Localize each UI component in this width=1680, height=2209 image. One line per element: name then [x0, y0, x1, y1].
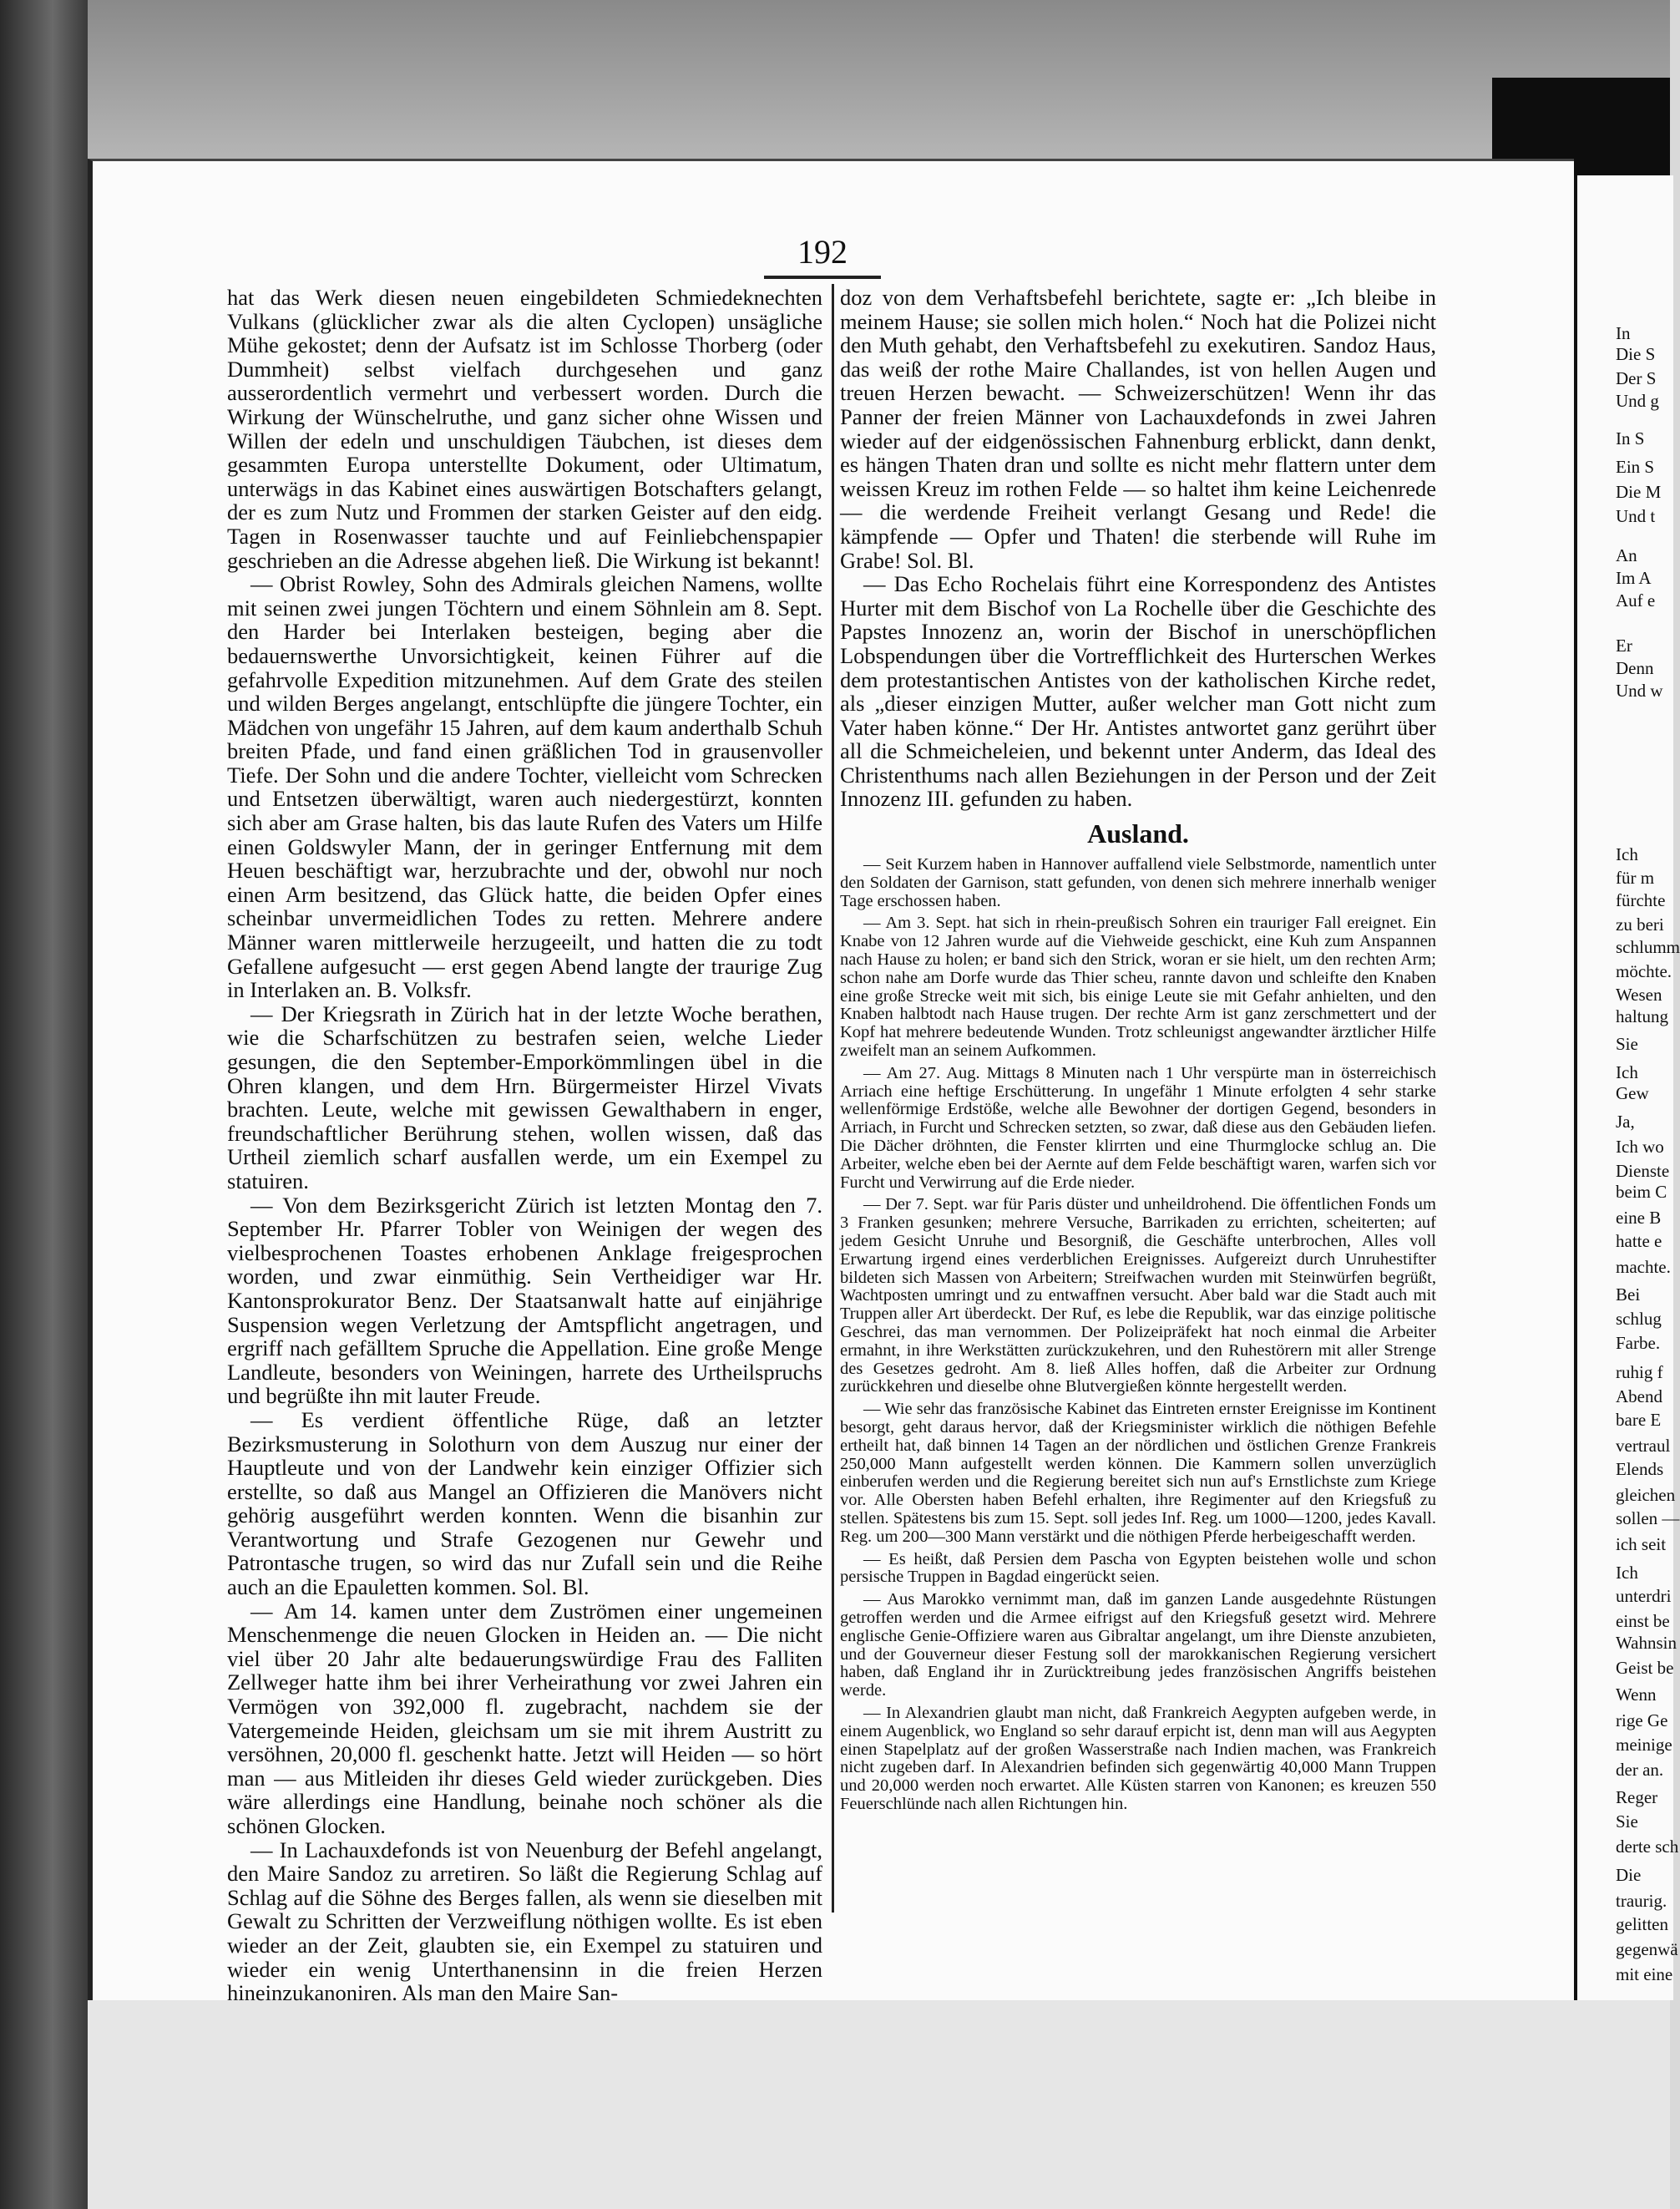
adjacent-page-fragment: Ich	[1616, 1563, 1638, 1583]
article-paragraph: — In Lachauxdefonds ist von Neuenburg der Befehl angelangt, den Maire Sandoz zu arretiren. So läßt die Regierung Schlag auf Schlag auf die Söhne des Berges fallen, als wenn sie dieselben mit Gewalt zu Schritten der Verzweiflung nöthigen wollte. Es ist eben wieder an der Zeit, glaubten sie, ein Exempel zu statuiren und wieder ein wenig Unterthanensinn in die freien Herzen hineinzukanoniren. Als man den Maire San-	[227, 1837, 822, 2006]
adjacent-page-fragment: beim C	[1616, 1182, 1667, 1202]
adjacent-page-fragment: Denn	[1616, 658, 1654, 678]
adjacent-page-fragment: Sie	[1616, 1811, 1638, 1832]
adjacent-page-fragment: In S	[1616, 428, 1645, 448]
book-spine-edge	[0, 0, 88, 2209]
adjacent-page-fragment: Elends	[1616, 1459, 1664, 1479]
adjacent-page-fragment: für m	[1616, 868, 1655, 888]
adjacent-page-fragment: bare E	[1616, 1410, 1662, 1430]
adjacent-page-fragment: Geist be	[1616, 1658, 1674, 1678]
article-paragraph: — Seit Kurzem haben in Hannover auffallend viele Selbstmorde, namentlich unter den Soldaten der Garnison, statt gefunden, von denen sich mehrere innerhalb weniger Tage erschossen haben.	[840, 855, 1436, 910]
left-column	[227, 286, 822, 2005]
adjacent-page-fragment: Sie	[1616, 1034, 1638, 1054]
adjacent-page-fragment: Wahnsin	[1616, 1633, 1677, 1653]
adjacent-page-fragment: mit eine	[1616, 1964, 1673, 1984]
article-paragraph: — Wie sehr das französische Kabinet das Eintreten ernster Ereignisse im Kontinent besorgt, geht daraus hervor, daß der Kriegsminister wirklich die nöthigen Befehle ertheilt hat, daß binnen 14 Tagen an der nördlichen und östlichen Grenze Frankreis 250,000 Mann aufgestellt werden können. Die Kammern sollen unverzüglich einberufen werden und die Regierung bereitet sich nun auf's Ernstlichste zum Kriege vor. Alle Obersten haben Befehl erhalten, ihre Regimenter auf den Kriegsfuß zu stellen. Spätestens bis zum 15. Sept. soll jedes Inf. Reg. um 1000—1200, jedes Kavall. Reg. um 200—300 Mann verstärkt und die nöthigen Pferde herbeigeschafft werden.	[840, 1400, 1436, 1546]
article-paragraph: — Am 27. Aug. Mittags 8 Minuten nach 1 Uhr verspürte man in österreichisch Arriach eine heftige Erschütterung. In ungefähr 1 Minute erfolgten 4 sehr starke wellenförmige Erdstöße, welche alle Bewohner der dortigen Gegend, besonders in Arriach, in Furcht und Schrecken setzten, so zwar, daß diese aus den Gebäuden liefen. Die Dächer dröhnten, die Fenster klirrten und eine Thurmglocke schlug an. Die Arbeiter, welche eben bei der Aernte auf dem Felde beschäftigt waren, warfen sich vor Furcht und Verwirrung auf die Erde nieder.	[840, 1063, 1436, 1192]
adjacent-page-fragment: der an.	[1616, 1760, 1664, 1780]
adjacent-page-fragment: vertraul	[1616, 1436, 1671, 1456]
article-paragraph: — In Alexandrien glaubt man nicht, daß Frankreich Aegypten aufgeben werde, in einem Augenblick, wo England so sehr darauf erpicht ist, denn man will aus Aegypten einen Stapelplatz auf der großen Wasserstraße nach Indien machen, was Frankreich nicht zugeben darf. In Alexandrien befinden sich gegenwärtig 40,000 Mann Truppen und 20,000 werden noch erwartet. Alle Küsten starren von Kanonen; es kreuzen 550 Feuerschlünde nach allen Richtungen hin.	[840, 1703, 1436, 1813]
right-column-foreign-news	[840, 856, 1436, 1814]
adjacent-page-fragment: Ja,	[1616, 1112, 1635, 1132]
article-paragraph: hat das Werk diesen neuen eingebildeten Schmiedeknechten Vulkans (glücklicher zwar als die alten Cyclopen) unsägliche Mühe gekostet; denn der Aufsatz ist im Schlosse Thorberg (oder Dummheit) selbst vielfach durchgesehen und ganz ausserordentlich vermehrt und verbessert worden. Durch die Wirkung der Wünschelruthe, und ganz sicher ohne Wissen und Willen der edeln und unschuldigen Täubchen, ist dieses dem gesammten Europa unterstellte Dokument, oder Ultimatum, unterwägs in das Kabinet eines auswärtigen Botschafters gelangt, der es zum Nutz und Frommen der starken Geister auf den eidg. Tagen in Rosenwasser tauchte und auf Feinliebchenspapier geschrieben an die Adresse abgehen ließ. Die Wirkung ist bekannt!	[227, 285, 822, 573]
adjacent-page-fragment: gelitten	[1616, 1914, 1668, 1934]
article-paragraph: — Der Kriegsrath in Zürich hat in der letzte Woche berathen, wie die Scharfschützen zu bestrafen seien, welche Lieder gesungen, die den September-Emporkömmlingen übel in die Ohren klangen, und dem Hrn. Bürgermeister Hirzel Vivats brachten. Leute, welche mit gewissen Gewalthabern in enger, freundschaftlicher Berührung stehen, wollen wissen, daß das Urtheil ziemlich scharf ausfallen werde, um ein Exempel zu statuiren.	[227, 1001, 822, 1193]
adjacent-page-fragment: rige Ge	[1616, 1710, 1668, 1730]
scan-background-bottom	[88, 2000, 1670, 2209]
adjacent-page-fragment: gegenwä	[1616, 1939, 1678, 1959]
adjacent-page-fragment: Farbe.	[1616, 1333, 1661, 1353]
adjacent-page-fragment: Die M	[1616, 482, 1662, 502]
column-divider	[832, 284, 834, 1913]
adjacent-page-fragment: hatte e	[1616, 1231, 1662, 1251]
article-paragraph: — Der 7. Sept. war für Paris düster und unheildrohend. Die öffentlichen Fonds um 3 Franken gesunken; mehrere Versuche, Barrikaden zu errichten, scheiterten; auf jedem Gesicht Unruhe und Besorgniß, die Geschäfte unterbrochen, Alles voll Erwartung irgend eines verderblichen Ereignisses. Aufgereizt durch Unruhestifter bildeten sich Massen von Arbeitern; Streifwachen wurden mit Steinwürfen begrüßt, Wachtposten umringt und zu entwaffnen versucht. Aber bald war die Stadt auch mit Truppen aller Art überdeckt. Der Ruf, es lebe die Republik, war das einzige politische Geschrei, das man vernommen. Der Polizeipräfekt hat noch einmal die Arbeiter ermahnt, in ihre Werkstätten zurückzukehren, und den Ruhestörern mit aller Strenge des Gesetzes gedroht. Am 8. ließ Alles hoffen, daß die Arbeiter zur Ordnung zurückkehren und dieselbe ohne Blutvergießen könnte hergestellt werden.	[840, 1195, 1436, 1396]
adjacent-page-fragment: Und t	[1616, 506, 1656, 526]
adjacent-page-fragment: meinige	[1616, 1735, 1672, 1755]
adjacent-page-fragment: gleichen	[1616, 1485, 1676, 1505]
article-paragraph: — Am 14. kamen unter dem Zuströmen einer ungemeinen Menschenmenge die neuen Glocken in Heiden an. — Die nicht viel über 20 Jahr alte bedauerungswürdige Frau des Falliten Zellweger hatte ihm bei ihrer Verheirathung vor zwei Jahren ein Vermögen von 392,000 fl. zugebracht, nachdem sie der Vatergemeinde Heiden, gleichsam um sie mit ihrem Austritt zu versöhnen, 20,000 fl. geschenkt hatte. Jetzt will Heiden — so hört man — aus Mitleiden ihr dieses Geld wieder zurückgeben. Dies wäre allerdings eine Handlung, beinahe noch schöner als die schönen Glocken.	[227, 1598, 822, 1838]
adjacent-page-fragment: schlug	[1616, 1309, 1662, 1329]
article-paragraph: — Es verdient öffentliche Rüge, daß an letzter Bezirksmusterung in Solothurn von dem Auszug nur einer der Hauptleute und von der Landwehr kein einziger Offizier sich erstellte, so daß aus Mangel an Offizieren die Manövers nicht gehörig ausgeführt werden konnten. Wenn die bisanhin zur Verantwortung und Strafe Gezogenen nur Gewehr und Patrontasche trugen, so wird das nur Zufall sein und die Reihe auch an die Epauletten kommen. Sol. Bl.	[227, 1406, 822, 1600]
adjacent-page-fragment: Ich	[1616, 1062, 1638, 1082]
adjacent-page-fragment: haltung	[1616, 1006, 1668, 1026]
adjacent-page-fragment: sollen —	[1616, 1508, 1680, 1528]
adjacent-page-fragment: möchte.	[1616, 961, 1672, 981]
right-column	[840, 286, 1436, 1818]
article-paragraph: doz von dem Verhaftsbefehl berichtete, sagte er: „Ich bleibe in meinem Hause; sie sollen mich holen.“ Noch hat die Polizei nicht den Muth gehabt, den Verhaftsbefehl zu exekutiren. Sandoz Haus, das weiß der rothe Maire Challandes, ist von hellen Augen und treuen Herzen bewacht. — Schweizerschützen! Wenn ihr das Panner der freien Männer von Lachauxdefonds in zwei Jahren wieder auf der eidgenössischen Fahnenburg erblickt, dann denkt, es hängen Thaten dran und sollte es nicht mehr flattern unter dem weissen Kreuz im rothen Felde — so haltet ihm keine Leichenrede — die werdende Freiheit verlangt Gesang und Rede! die kämpfende — Opfer und Thaten! die sterbende will Ruhe im Grabe! Sol. Bl.	[840, 285, 1436, 573]
adjacent-page-fragment: unterdri	[1616, 1586, 1672, 1606]
article-paragraph: — Obrist Rowley, Sohn des Admirals gleichen Namens, wollte mit seinen zwei jungen Töchtern und einem Söhnlein am 8. Sept. den Harder bei Interlaken besteigen, beging aber die bedauernswerthe Unvorsichtigkeit, keinen Führer auf die gefahrvolle Expedition mitzunehmen. Auf dem Grate des steilen und wilden Berges angelangt, entschlüpfte die jüngere Tochter, ein Mädchen von ungefähr 15 Jahren, auf dem kaum anderthalb Schuh breiten Pfade, und fand einen gräßlichen Tod in grausenvoller Tiefe. Der Sohn und die andere Tochter, vielleicht vom Schrecken und Entsetzen überwältigt, waren auch niedergestürzt, konnten sich aber am Grase halten, bis das laute Rufen des Vaters um Hilfe einen Goldswyler Mann, der in geringer Entfernung mit dem Heuen beschäftigt war, herzubrachte und der, obwohl nur noch einen Arm besitzend, das Glück hatte, die beiden Opfer eines scheinbar unvermeidlichen Todes zu retten. Mehrere andere Männer waren mittlerweile herzugeeilt, und hatten die zu todt Gefallene aufgesucht — erst gegen Abend langte der traurige Zug in Interlaken an. B. Volksfr.	[227, 571, 822, 1003]
scan-background-top	[0, 0, 1670, 159]
adjacent-page-fragment: Gew	[1616, 1083, 1649, 1103]
adjacent-page-fragment: einst be	[1616, 1611, 1670, 1631]
page-number: 192	[797, 233, 848, 271]
article-paragraph: — Es heißt, daß Persien dem Pascha von Egypten beistehen wolle und schon persische Truppen in Bagdad eingerückt seien.	[840, 1549, 1436, 1587]
adjacent-page-fragment: ich seit	[1616, 1534, 1667, 1554]
adjacent-page-fragment: Der S	[1616, 368, 1657, 388]
page-number-rule	[764, 276, 881, 279]
article-paragraph: — Aus Marokko vernimmt man, daß im ganzen Lande ausgedehnte Rüstungen getroffen werden und die Armee eifrigst auf den Kriegsfuß gesetzt wird. Mehrere englische Genie-Offiziere waren aus Gibraltar angelangt, um ihre Dienste anzubieten, und der Gouverneur dieser Festung soll der marokkanischen Regierung versichert haben, daß England ihr in Zurücktreibung jedes französischen Angriffs beistehen werde.	[840, 1590, 1436, 1700]
adjacent-page-fragment: Die S	[1616, 344, 1656, 364]
adjacent-page-fragment: Bei	[1616, 1284, 1641, 1305]
adjacent-page-fragment: Ich wo	[1616, 1137, 1664, 1157]
adjacent-page-fragment: Reger	[1616, 1787, 1658, 1807]
adjacent-page-fragment: zu beri	[1616, 915, 1664, 935]
adjacent-page-fragment: Und w	[1616, 681, 1663, 701]
article-paragraph: — Von dem Bezirksgericht Zürich ist letzten Montag den 7. September Hr. Pfarrer Tobler von Weinigen der wegen des vielbesprochenen Toastes erhobenen Anklage freigesprochen worden, und zwar einmüthig. Sein Vertheidiger war Hr. Kantonsprokurator Benz. Der Staatsanwalt hatte auf einjährige Suspension wegen Verletzung der Amtspflicht angetragen, und ergriff nach gefälltem Spruche die Appellation. Eine große Menge Landleute, besonders von Weiningen, harrete des Urtheilspruchs und begrüßte ihn mit lauter Freude.	[227, 1192, 822, 1409]
article-paragraph: — Das Echo Rochelais führt eine Korrespondenz des Antistes Hurter mit dem Bischof von La Rochelle über die Geschichte des Papstes Innozenz an, worin der Bischof in unerschöpflichen Lobspendungen über die Vortrefflichkeit des Hurterschen Werkes dem protestantischen Antistes von der katholischen Kirche redet, als „dieser einzigen Mutter, außer welcher man Gott nicht zum Vater haben könne.“ Der Hr. Antistes antwortet ganz gerührt über all die Schmeicheleien, und bekennt unter Anderm, das Ideal des Christenthums nach allen Beziehungen in der Person und der Zeit Innozenz III. gefunden zu haben.	[840, 571, 1436, 812]
adjacent-page-fragment: Dienste	[1616, 1161, 1670, 1181]
adjacent-page-fragment: Abend	[1616, 1386, 1662, 1406]
adjacent-page-fragment: In	[1616, 323, 1631, 343]
adjacent-page-fragment: fürchte	[1616, 890, 1666, 910]
right-column-upper	[840, 286, 1436, 811]
section-heading-ausland: Ausland.	[1087, 818, 1189, 849]
adjacent-page-fragment: Er	[1616, 636, 1632, 656]
adjacent-page-fragment: Wesen	[1616, 985, 1662, 1005]
adjacent-page-fragment: derte sch	[1616, 1837, 1679, 1857]
adjacent-page-fragment: ruhig f	[1616, 1362, 1663, 1382]
adjacent-page-fragment: schlumm	[1616, 937, 1680, 957]
adjacent-page-fragment: eine B	[1616, 1208, 1662, 1228]
adjacent-page-fragment: Ein S	[1616, 457, 1655, 477]
article-paragraph: — Am 3. Sept. hat sich in rhein-preußisch Sohren ein trauriger Fall ereignet. Ein Knabe von 12 Jahren wurde auf die Viehweide geschickt, eine Kuh zum Anspannen nach Hause zu holen; er band sich den Strick, woran er sie hielt, um den rechten Arm; schon nahe am Dorfe wurde das Thier scheu, rannte davon und schleifte den Knaben eine große Strecke weit mit sich, bis einige Leute sie mit Gefahr anhielten, und den Knaben halbtodt nach Hause trugen. Der rechte Arm ist ganz zerschmettert und der Kopf hat mehrere bedeutende Wunden. Trotz schleunigst angewandter ärztlicher Hilfe zweifelt man an seinem Aufkommen.	[840, 914, 1436, 1061]
adjacent-page-fragment: Die	[1616, 1865, 1642, 1885]
adjacent-page-fragment: traurig.	[1616, 1891, 1667, 1911]
adjacent-page-fragment: Ich	[1616, 844, 1638, 864]
adjacent-page-fragment: Auf e	[1616, 590, 1656, 611]
adjacent-page-fragment: Und g	[1616, 391, 1659, 411]
adjacent-page-fragment: machte.	[1616, 1257, 1671, 1277]
adjacent-page-fragment: An	[1616, 545, 1637, 565]
adjacent-page-fragment: Wenn	[1616, 1685, 1657, 1705]
adjacent-page-fragment: Im A	[1616, 568, 1652, 588]
